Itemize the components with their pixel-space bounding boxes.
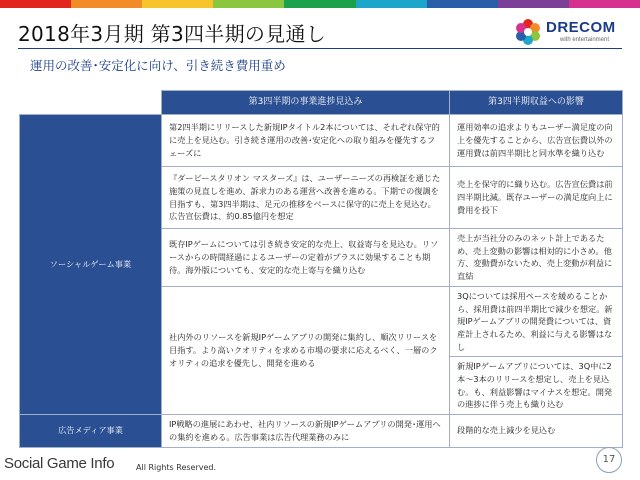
progress-cell: 『ダービースタリオン マスターズ』は、ユーザーニーズの再検証を通じた施策の見直しを進め、訴求力のある運営へ改善を進める。下期での復調を目指すも、第3四半期は、足元の推移をベースに保守的に売上を見込む。広告宣伝費は、約0.85億円を想定 bbox=[162, 167, 450, 229]
stripe-segment bbox=[356, 0, 427, 8]
logo-wordmark: DRECOM bbox=[546, 19, 616, 36]
table-row bbox=[20, 415, 623, 447]
slide-subtitle: 運用の改善･安定化に向け、引き続き費用重め bbox=[30, 58, 286, 73]
drecom-logo bbox=[514, 18, 624, 48]
stripe-segment bbox=[498, 0, 569, 8]
impact-cell: 売上が当社分のみのネット計上であるため、売上変動の影響は相対的に小さめ。他方、変動費がないため、売上変動が利益に直結 bbox=[450, 229, 623, 287]
table-header-row bbox=[20, 91, 623, 115]
stripe-segment bbox=[569, 0, 640, 8]
stripe-segment bbox=[0, 0, 71, 8]
progress-cell: 既存IPゲームについては引き続き安定的な売上、収益寄与を見込む。リソースからの時間経過によるユーザーの定着がプラスに効果することも期待。海外版についても、安定的な売上寄与を織り込む bbox=[162, 229, 450, 287]
progress-cell: 社内外のリソースを新規IPゲームアプリの開発に集約し、順次リリースを目指す。より高いクオリティを求める市場の要求に応えるべく、一層のクオリティの追求を優先し、開発を進める bbox=[162, 286, 450, 414]
slide-title: 2018年3月期 第3四半期の見通し bbox=[18, 22, 327, 46]
stripe-segment bbox=[142, 0, 213, 8]
header-progress: 第3四半期の事業進捗見込み bbox=[162, 91, 450, 115]
stripe-segment bbox=[71, 0, 142, 8]
stripe-segment bbox=[284, 0, 355, 8]
impact-cell: 新規IPゲームアプリについては、3Q中に2本～3本のリリースを想定し、売上を見込む。も、利益影響はマイナスを想定。開発の進捗に伴う売上も織り込む bbox=[450, 357, 623, 415]
table-row bbox=[20, 115, 623, 167]
outlook-table bbox=[19, 90, 623, 448]
segment-label-social-game: ソーシャルゲーム事業 bbox=[20, 115, 162, 415]
impact-cell: 運用効率の追求よりもユーザー満足度の向上を優先することから、広告宣伝費以外の運用費は前四半期比と同水準を織り込む bbox=[450, 115, 623, 167]
table-corner bbox=[20, 91, 162, 115]
progress-cell: IP戦略の進展にあわせ、社内リソースの新規IPゲームアプリの開発･運用への集約を進める。広告事業は広告代理業務のみに bbox=[162, 415, 450, 447]
impact-cell: 3Qについては採用ペースを緩めることから、採用費は前四半期比で減少を想定。新規IPゲームアプリの開発費については、資産計上されるため、利益に与える影響はなし bbox=[450, 286, 623, 357]
stripe-segment bbox=[427, 0, 498, 8]
drecom-flower-icon bbox=[514, 18, 542, 46]
segment-label-ad-media: 広告メディア事業 bbox=[20, 415, 162, 447]
header-impact: 第3四半期収益への影響 bbox=[450, 91, 623, 115]
stripe-segment bbox=[213, 0, 284, 8]
title-divider bbox=[18, 48, 622, 49]
footer-copyright: All Rights Reserved. bbox=[136, 463, 217, 472]
impact-cell: 売上を保守的に織り込む。広告宣伝費は前四半期比減。既存ユーザーの満足度向上に費用を投下 bbox=[450, 167, 623, 229]
progress-cell: 第2四半期にリリースした新規IPタイトル2本については、それぞれ保守的に売上を見込む。引き続き運用の改善･安定化への取り組みを優先するフェーズに bbox=[162, 115, 450, 167]
top-color-stripe bbox=[0, 0, 640, 8]
page-number: 17 bbox=[596, 447, 622, 473]
impact-cell: 段階的な売上減少を見込む bbox=[450, 415, 623, 447]
watermark-brand: Social Game Info bbox=[4, 455, 115, 472]
logo-tagline: with entertainment bbox=[560, 37, 610, 43]
